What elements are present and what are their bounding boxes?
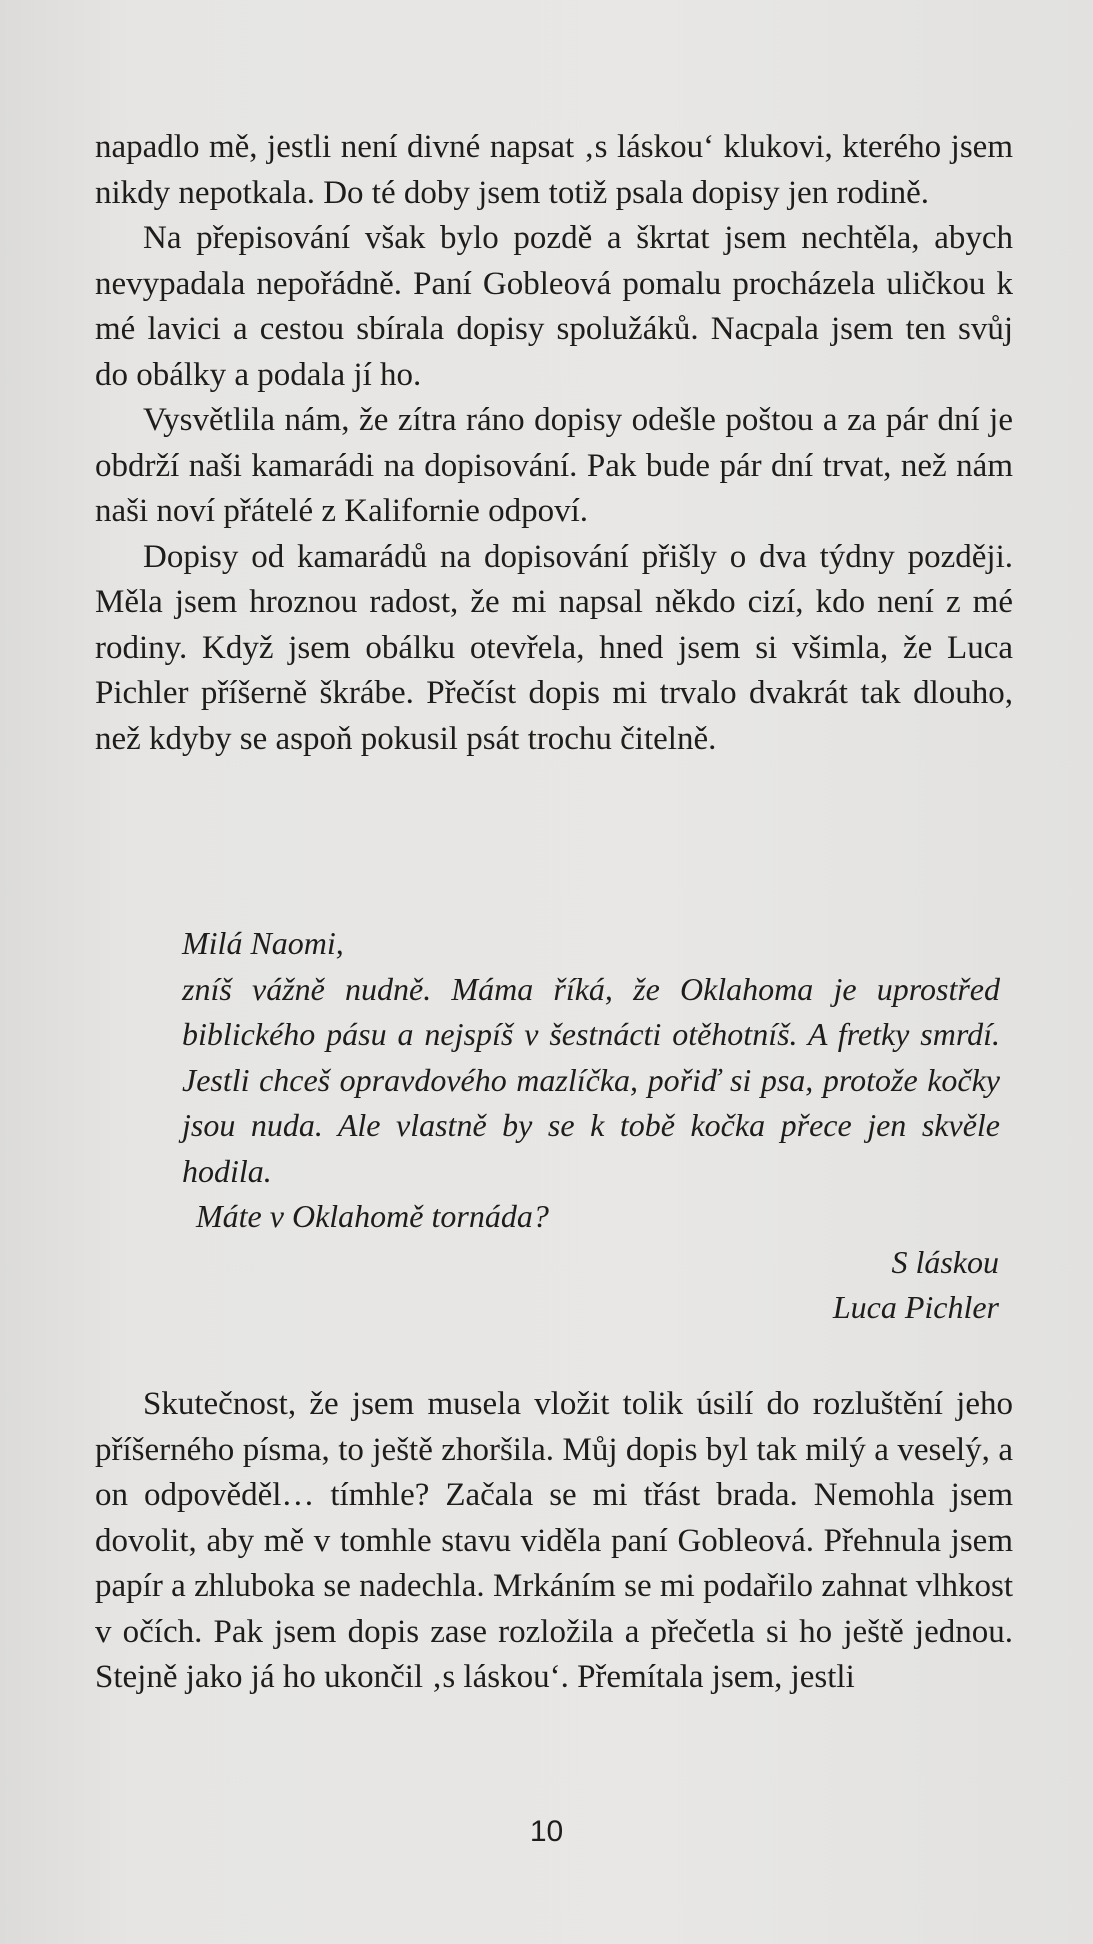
letter-salutation: Milá Naomi,	[182, 925, 344, 961]
paragraph-1: napadlo mě, jestli není divné napsat ‚s láskou‘ klukovi, kterého jsem nikdy nepotkala. Do té doby jsem totiž psala dopisy jen rodině.	[95, 129, 1013, 211]
letter-closing: S láskou	[891, 1243, 999, 1280]
page-number: 10	[529, 1815, 564, 1848]
body-text-bottom	[95, 1382, 1013, 1701]
paragraph-2: Na přepisování však bylo pozdě a škrtat jsem nechtěla, abych nevypadala nepořádně. Paní Gobleová pomalu procházela uličkou k mé lavici a cestou sbírala dopisy spolužáků. Nacpala jsem ten svůj do obálky a podala jí ho.	[95, 220, 1013, 393]
paragraph-4: Dopisy od kamarádů na dopisování přišly o dva týdny později. Měla jsem hroznou radost, že mi napsal někdo cizí, kdo není z mé rodiny. Když jsem obálku otevřela, hned jsem si všimla, že Luca Pichler příšerně škrábe. Přečíst dopis mi trvalo dvakrát tak dlouho, než kdyby se aspoň pokusil psát trochu čitelně.	[95, 538, 1013, 757]
paragraph-5: Skutečnost, že jsem musela vložit tolik úsilí do rozluštění jeho příšerného písma, to ještě zhoršila. Můj dopis byl tak milý a veselý, a on odpověděl… tímhle? Začala se mi třást brada. Nemohla jsem dovolit, aby mě v tomhle stavu viděla paní Gobleová. Přehnula jsem papír a zhluboka se nadechla. Mrkáním se mi podařilo zahnat vlhkost v očích. Pak jsem dopis zase rozložila a přečetla si ho ještě jednou. Stejně jako já ho ukončil ‚s láskou‘. Přemítala jsem, jestli	[95, 1386, 1013, 1695]
letter-signature: Luca Pichler	[832, 1289, 999, 1325]
body-text-top	[95, 125, 1013, 762]
paragraph-3: Vysvětlila nám, že zítra ráno dopisy odešle poštou a za pár dní je obdrží naši kamarádi na dopisování. Pak bude pár dní trvat, než nám naši noví přátelé z Kalifornie odpoví.	[95, 402, 1013, 529]
letter-block	[182, 921, 1000, 1331]
letter-body: zníš vážně nudně. Máma říká, že Oklahoma je uprostřed biblického pásu a nejspíš v šestnácti otěhotníš. A fretky smrdí. Jestli chceš opravdového mazlíčka, pořiď si psa, protože kočky jsou nuda. Ale vlastně by se k tobě kočka přece jen skvěle hodila.	[182, 970, 1000, 1189]
letter-question: Máte v Oklahomě tornáda?	[196, 1198, 549, 1234]
